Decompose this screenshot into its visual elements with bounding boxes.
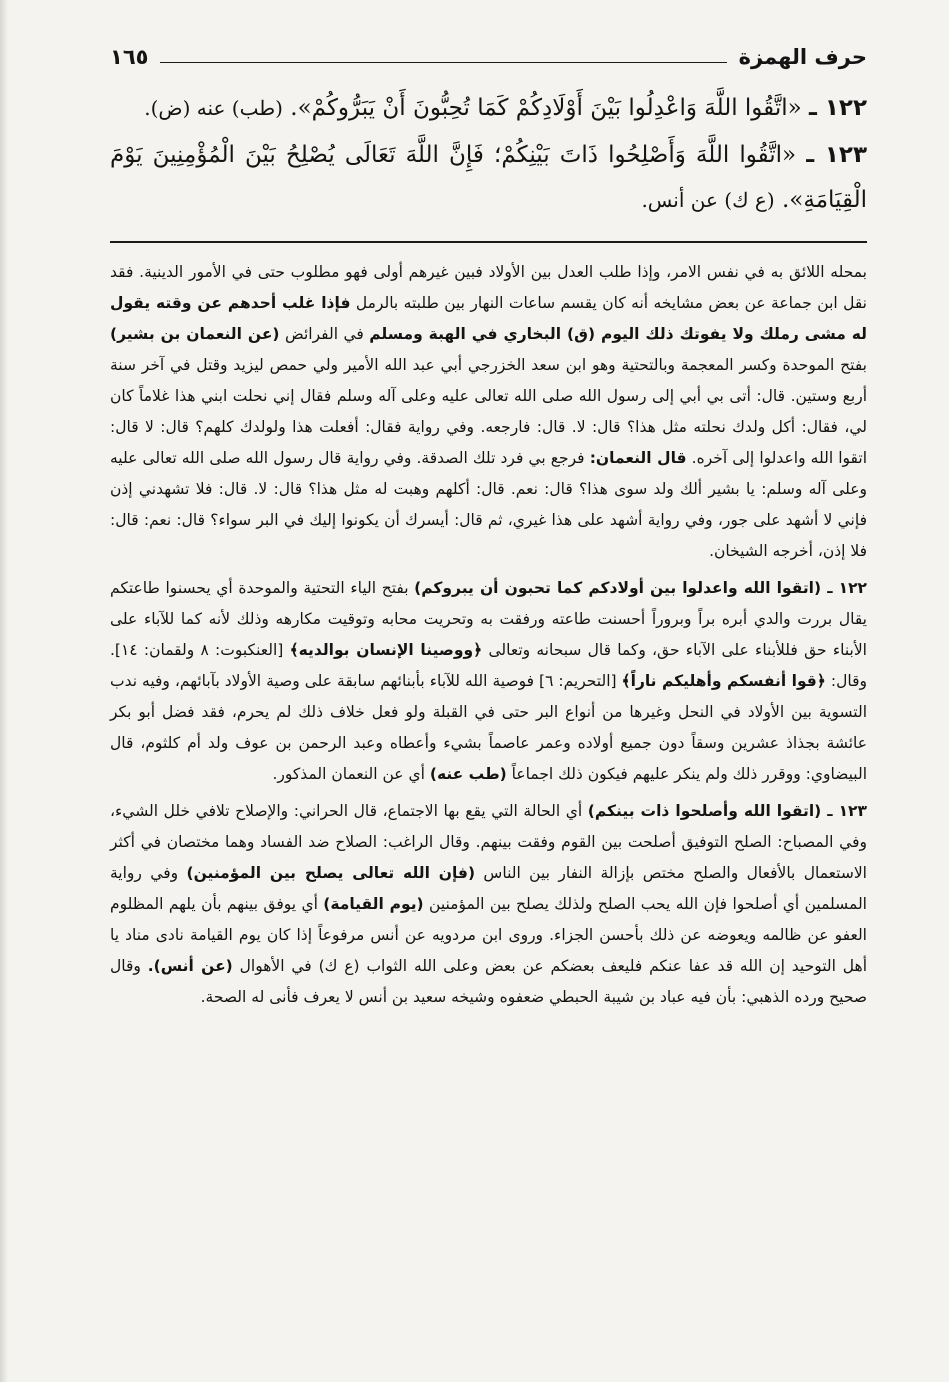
commentary-text: في الفرائض — [279, 325, 370, 343]
commentary-text: وقال صحيح ورده الذهبي: بأن فيه عباد بن شيبة الحبطي ضعفوه وشيخه سعيد بن أنس لا يعرف فأنى له الصحة. — [110, 957, 867, 1006]
commentary-paragraph-1 — [110, 257, 867, 567]
hadith-source: (طب) عنه (ض). — [144, 96, 283, 120]
commentary-text: [العنكبوت: ٨ ولقمان: ١٤]. وقال: — [110, 641, 867, 690]
hadith-text: «اتَّقُوا اللَّهَ وَأَصْلِحُوا ذَاتَ بَيْنِكُمْ؛ فَإِنَّ اللَّهَ تَعَالَى يُصْلِحُ بَيْنَ الْمُؤْمِنِينَ يَوْمَ الْقِيَامَةِ». — [110, 142, 867, 213]
hadith-block — [110, 86, 867, 223]
commentary-entry-number: ١٢٢ ـ — [827, 579, 867, 597]
commentary-text: أي الحالة التي يقع بها الاجتماع، قال الحراني: والإصلاح تلافي خلل الشيء، وفي المصباح: الصلح التوفيق أصلحت بين القوم وفقت بينهم. وقال الراغب: الصلاح ضد الفساد وهما مختصان في أكثر الاستعمال بالأفعال والصلح مختص بإزالة النفار بين الناس — [110, 802, 867, 882]
hadith-text: «اتَّقُوا اللَّهَ وَاعْدِلُوا بَيْنَ أَوْلَادِكُمْ كَمَا تُحِبُّونَ أَنْ يَبَرُّوكُمْ». — [290, 95, 802, 121]
commentary-paragraph-2 — [110, 573, 867, 790]
commentary-text: بمحله اللائق به في نفس الامر، وإذا طلب العدل بين الأولاد فبين غيرهم أولى فهو مطلوب حتى في الأمور الدينية. فقد نقل ابن جماعة عن بعض مشايخه أنه كان يقسم ساعات النهار بين طلبته بالرمل — [110, 263, 867, 312]
commentary-bold: ﴿قوا أنفسكم وأهليكم ناراً﴾ — [621, 672, 826, 690]
hadith-122 — [110, 86, 867, 131]
commentary-bold: (طب عنه) — [429, 765, 507, 783]
commentary-text: بفتح الموحدة وكسر المعجمة وبالتحتية وهو ابن سعد الخزرجي أبي عبد الله الأمير ولي حمص ليزيد وقتل في آخر سنة أربع وستين. قال: أتى بي أبي إلى رسول الله صلى الله تعالى عليه وعلى آله وسلم فقال إني نحلت ابني هذا غلاماً كان لي، فقال: أكل ولدك نحلته مثل هذا؟ قال: لا. قال: فارجعه. وفي رواية فقال: أفعلت هذا ولولدك كلهم؟ قال: لا قال: اتقوا الله واعدلوا إلى آخره. — [110, 356, 868, 467]
commentary-bold: (فإن الله تعالى يصلح بين المؤمنين) — [186, 864, 476, 882]
commentary-paragraph-3 — [110, 796, 867, 1013]
commentary-bold: ﴿ووصينا الإنسان بوالديه﴾ — [289, 641, 483, 659]
header-rule — [160, 62, 726, 63]
commentary-bold: (عن النعمان بن بشير) — [110, 325, 280, 343]
commentary-bold: (يوم القيامة) — [323, 895, 424, 913]
commentary-bold: فإذا غلب أحدهم عن وقته يقول له مشى رملك ولا يفوتك ذلك اليوم (ق) البخاري في الهبة ومسلم — [110, 294, 867, 343]
commentary-text: [التحريم: ٦] فوصية الله للآباء بأبنائهم سابقة على وصية الأولاد بآبائهم، وفيه ندب التسوية بين الأولاد في النحل وغيرها من أنواع البر حتى في القبلة ولو فعل خلاف ذلك لم يحرم، فقد فضل أبو بكر عائشة بجذاذ عشرين وسقاً دون جميع أولاده وعمر عاصماً بشيء وأعطاه وعبد الرحمن بن عوف ولد أم كلثوم، قال البيضاوي: ووقرر ذلك ولم ينكر عليهم فيكون ذلك اجماعاً — [110, 672, 867, 783]
separator-rule — [110, 241, 867, 243]
page-number: ١٦٥ — [110, 45, 149, 69]
commentary-text: أي عن النعمان المذكور. — [272, 765, 430, 783]
commentary-text: فرجع بي فرد تلك الصدقة. وفي رواية قال رسول الله صلى الله تعالى عليه وعلى آله وسلم: يا بشير ألك ولد سوى هذا؟ قال: نعم. قال: أكلهم وهبت له مثل هذا؟ قال: لا. قال: فلا تشهدني إذن فإني لا أشهد على جور، وفي رواية أشهد على هذا غيري، ثم قال: أيسرك أن يكونوا إليك في البر سواء؟ قال: نعم: قال: فلا إذن، أخرجه الشيخان. — [110, 449, 867, 560]
hadith-number: ١٢٣ ـ — [806, 142, 867, 168]
commentary-bold: (اتقوا الله وأصلحوا ذات بينكم) — [587, 802, 828, 820]
running-title: حرف الهمزة — [738, 45, 867, 69]
commentary-text: وفي رواية المسلمين أي أصلحوا فإن الله يحب الصلح ولذلك يصلح بين المؤمنين — [110, 864, 867, 913]
commentary-bold: (اتقوا الله واعدلوا بين أولادكم كما تحبون أن يبروكم) — [414, 579, 828, 597]
hadith-number: ١٢٢ ـ — [809, 95, 867, 121]
commentary-bold: قال النعمان: — [589, 449, 687, 467]
running-head — [110, 40, 867, 74]
commentary — [110, 257, 867, 1013]
commentary-bold: (عن أنس). — [147, 957, 233, 975]
commentary-text: بفتح الياء التحتية والموحدة أي يحسنوا طاعتكم يقال بررت والدي أبره براً وبروراً أحسنت طاعته ورفقت به وتحريت محابه وتوقيت مكارهه وذلك لأنه كما للآباء على الأبناء حق فللأبناء على الآباء حق، وكما قال سبحانه وتعالى — [110, 579, 867, 659]
hadith-source: (ع ك) عن أنس. — [641, 188, 775, 212]
hadith-123 — [110, 133, 867, 223]
commentary-entry-number: ١٢٣ ـ — [827, 802, 867, 820]
commentary-text: أي يوفق بينهم بأن يلهم المظلوم العفو عن ظالمه ويعوضه عن ذلك بأحسن الجزاء. وروى ابن مردويه عن أنس مرفوعاً إذا كان يوم القيامة نادى مناد يا أهل التوحيد إن الله قد عفا عنكم فليعف بعضكم عن بعض وعلى الله الثواب (ع ك) في الأهوال — [110, 895, 867, 975]
